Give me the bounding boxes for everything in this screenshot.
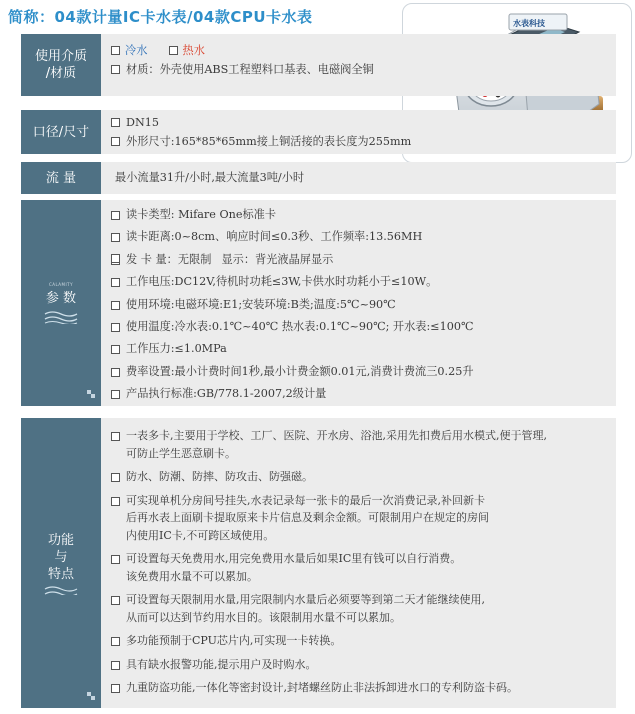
param-item: 读卡类型: Mifare One标准卡 [111,204,606,226]
params-label-small: CALAMITY [48,282,74,287]
section-flow-content [101,162,616,194]
param-item: 费率设置:最小计费时间1秒,最小计费金额0.01元,消费计费流三0.25升 [111,361,606,383]
param-item: 使用环境:电磁环境:E1;安装环境:B类;温度:5℃~90℃ [111,294,606,316]
flow-text: 最小流量31升/小时,最大流量3吨/小时 [115,171,305,184]
section-features-label: 功能 与 特点 [21,418,101,708]
feature-item: 可设置每天限制用水量,用完限制内水量后必须要等到第二天才能继续使用, 从而可以达到节约用水目的。该限制用水量不可以累加。 [111,591,606,626]
wave-icon [44,585,78,595]
feature-item: 可实现单机分房间号挂失,水表记录每一张卡的最后一次消费记录,补回新卡 后再水表上面刷卡提取原来卡片信息及剩余金额。可限制用户在规定的房间 内使用IC卡,不可跨区域使用。 [111,492,606,545]
section-features-content [101,418,616,708]
size-item: 外形尺寸:165*85*65mm接上铜活接的表长度为255mm [111,132,606,151]
section-medium-content [101,34,616,96]
size-item: DN15 [111,113,606,132]
section-params-label: CALAMITY 参 数 [21,200,101,406]
cold-water-label: 冷水 [125,44,148,57]
wave-icon [44,310,78,324]
feature-item: 具有缺水报警功能,提示用户及时购水。 [111,656,606,674]
material-item: 材质：外壳使用ABS工程塑料口基表、电磁阀全铜 [111,60,606,79]
hot-water-label: 热水 [182,44,205,57]
feature-item: 一表多卡,主要用于学校、工厂、医院、开水房、浴池,采用先扣费后用水模式,便于管理, 可防止学生恶意刷卡。 [111,427,606,462]
display-checkbox [111,254,120,263]
section-params [21,200,616,406]
param-item: 使用温度:冷水表:0.1℃~40℃ 热水表:0.1℃~90℃; 开水表:≤100℃ [111,316,606,338]
section-flow [21,162,616,194]
feature-item: 防水、防潮、防摔、防攻击、防强磁。 [111,468,606,486]
section-params-content [101,200,616,406]
param-item: 发 卡 量：无限制 显示：背光液晶屏显示 [111,249,606,271]
param-item: 工作电压:DC12V,待机时功耗≤3W,卡供水时功耗小于≤10W。 [111,271,606,293]
section-size-content [101,110,616,154]
section-size [21,110,616,154]
corner-squares-icon [87,692,95,700]
param-item: 产品执行标准:GB/778.1-2007,2级计量 [111,383,606,405]
corner-squares-icon [87,390,95,398]
section-size-label: 口径/尺寸 [21,110,101,154]
param-item: 读卡距离:0~8cm、响应时间≤0.3秒、工作频率:13.56MH [111,226,606,248]
feature-item: 可设置每天免费用水,用完免费用水量后如果IC里有钱可以自行消费。 该免费用水量不可以累加。 [111,550,606,585]
param-item: 工作压力:≤1.0MPa [111,338,606,360]
hot-water-checkbox [169,46,178,55]
section-medium [21,34,616,96]
section-medium-label: 使用介质 /材质 [21,34,101,96]
section-features [21,418,616,708]
display-item: 显示：背光液晶屏显示 [221,252,334,266]
medium-options [111,41,606,60]
section-flow-label: 流 量 [21,162,101,194]
cold-water-checkbox [111,46,120,55]
brand-logo-text: 水表科技 [513,19,545,28]
page-title: 简称：04款计量IC卡水表/04款CPU卡水表 [8,8,313,26]
feature-item: 九重防盗功能,一体化等密封设计,封堵螺丝防止非法拆卸进水口的专利防盗卡码。 [111,679,606,697]
feature-item: 多功能预制于CPU芯片内,可实现一卡转换。 [111,632,606,650]
